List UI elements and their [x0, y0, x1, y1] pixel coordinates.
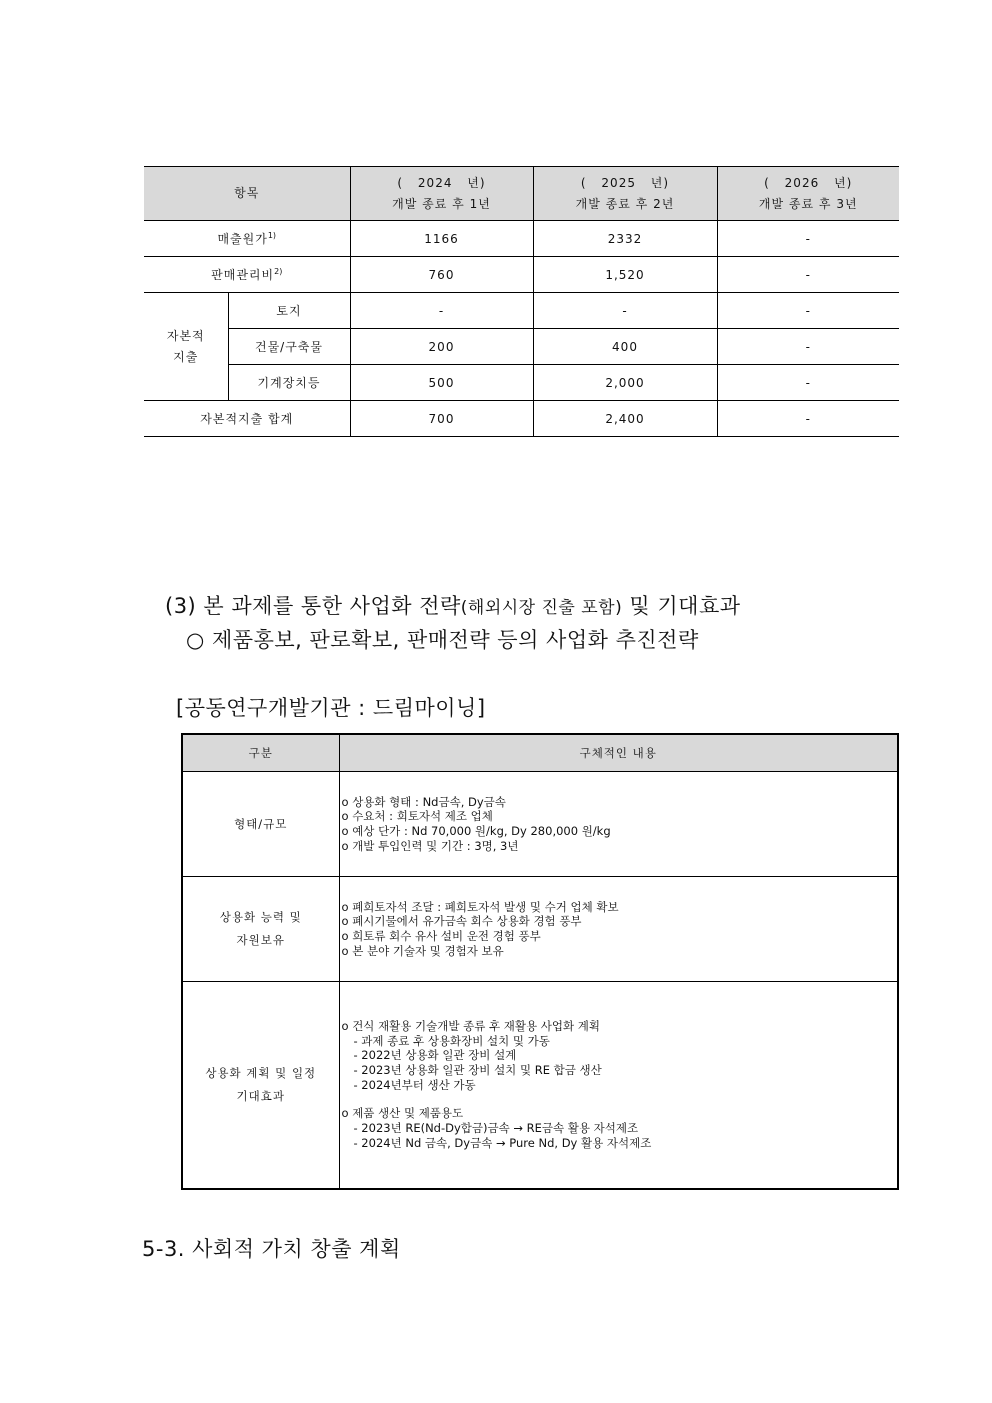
table-cell: - — [717, 401, 899, 437]
category-cell: 상용화 능력 및 자원보유 — [182, 877, 339, 982]
row-label-cogs: 매출원가$^{1)}$ — [144, 221, 350, 257]
header-year-2: ( 2025 년) 개발 종료 후 2년 — [533, 167, 717, 221]
detail-line: o 수요처 : 희토자석 제조 업체 — [341, 809, 493, 824]
table-cell: 760 — [350, 257, 533, 293]
table-row — [182, 772, 898, 877]
category-cell: 상용화 계획 및 일정 기대효과 — [182, 982, 339, 1189]
cost-projection-table — [144, 166, 899, 437]
table-cell: - — [717, 221, 899, 257]
table-cell: 700 — [350, 401, 533, 437]
row-label-land: 토지 — [228, 293, 350, 329]
table-cell: 2,000 — [533, 365, 717, 401]
capex-group-label: 자본적 지출 — [144, 293, 228, 401]
detail-cell — [339, 772, 898, 877]
detail-line: o 개발 투입인력 및 기간 : 3명, 3년 — [341, 838, 519, 853]
detail-line: - 과제 종료 후 상용화장비 설치 및 가동 — [353, 1033, 550, 1048]
header-content: 구체적인 내용 — [339, 734, 898, 772]
table-header-row — [182, 734, 898, 772]
table-row — [182, 877, 898, 982]
table-cell: 2,400 — [533, 401, 717, 437]
detail-line: - 2024년 Nd 금속, Dy금속 → Pure Nd, Dy 활용 자석제조 — [353, 1135, 652, 1150]
strategy-bullet: ○ 제품홍보, 판로확보, 판매전략 등의 사업화 추진전략 — [186, 628, 699, 652]
table-cell: 2332 — [533, 221, 717, 257]
table-cell: 500 — [350, 365, 533, 401]
table-cell: 1166 — [350, 221, 533, 257]
detail-line: - 2024년부터 생산 가동 — [353, 1077, 476, 1092]
table-cell: - — [717, 257, 899, 293]
detail-line: o 예상 단가 : Nd 70,000 원/kg, Dy 280,000 원/kg — [341, 824, 611, 838]
table-header-row — [144, 167, 899, 221]
row-label-total: 자본적지출 합계 — [144, 401, 350, 437]
table-row-sga — [144, 257, 899, 293]
table-row-total — [144, 401, 899, 437]
commercialization-table — [181, 733, 899, 1190]
table-row-land — [144, 293, 899, 329]
org-heading: [공동연구개발기관 : 드림마이닝] — [176, 696, 486, 720]
detail-line: o 본 분야 기술자 및 경험자 보유 — [341, 943, 504, 958]
detail-line: - 2022년 상용화 일관 장비 설계 — [353, 1048, 517, 1063]
detail-line: o 폐희토자석 조달 : 폐희토자석 발생 및 수거 업체 확보 — [341, 899, 619, 914]
detail-line: o 희토류 회수 유사 설비 운전 경험 풍부 — [341, 929, 541, 943]
table-cell: - — [350, 293, 533, 329]
header-year-3: ( 2026 년) 개발 종료 후 3년 — [717, 167, 899, 221]
table-cell: - — [717, 329, 899, 365]
table-cell: - — [717, 365, 899, 401]
header-year-1: ( 2024 년) 개발 종료 후 1년 — [350, 167, 533, 221]
detail-line: o 폐시기물에서 유가금속 회수 상용화 경험 풍부 — [341, 914, 582, 929]
detail-line: - 2023년 상용화 일관 장비 설치 및 RE 합금 생산 — [353, 1063, 602, 1078]
row-label-building: 건물/구축물 — [228, 329, 350, 365]
table-cell: 200 — [350, 329, 533, 365]
row-label-machinery: 기계장치등 — [228, 365, 350, 401]
detail-line: o 건식 재활용 기술개발 종류 후 재활용 사업화 계획 — [341, 1018, 600, 1033]
table-row-building — [144, 329, 899, 365]
detail-cell — [339, 877, 898, 982]
detail-cell — [339, 982, 898, 1189]
section-5-3-heading: 5-3. 사회적 가치 창출 계획 — [142, 1237, 401, 1261]
table-cell: - — [533, 293, 717, 329]
table-row-machinery — [144, 365, 899, 401]
detail-line: o 상용화 형태 : Nd금속, Dy금속 — [341, 794, 506, 809]
detail-line: o 제품 생산 및 제품용도 — [341, 1106, 464, 1121]
detail-line: - 2023년 RE(Nd-Dy합금)금속 → RE금속 활용 자석제조 — [353, 1121, 639, 1136]
row-label-sga: 판매관리비$^{2)}$ — [144, 257, 350, 293]
category-cell: 형태/규모 — [182, 772, 339, 877]
table-cell: 1,520 — [533, 257, 717, 293]
table-row — [182, 982, 898, 1189]
header-item: 항목 — [144, 167, 350, 221]
table-cell: 400 — [533, 329, 717, 365]
header-category: 구분 — [182, 734, 339, 772]
section-3-heading: (3) 본 과제를 통한 사업화 전략(해외시장 진출 포함) 및 기대효과 — [165, 594, 741, 618]
table-cell: - — [717, 293, 899, 329]
table-row-cogs — [144, 221, 899, 257]
